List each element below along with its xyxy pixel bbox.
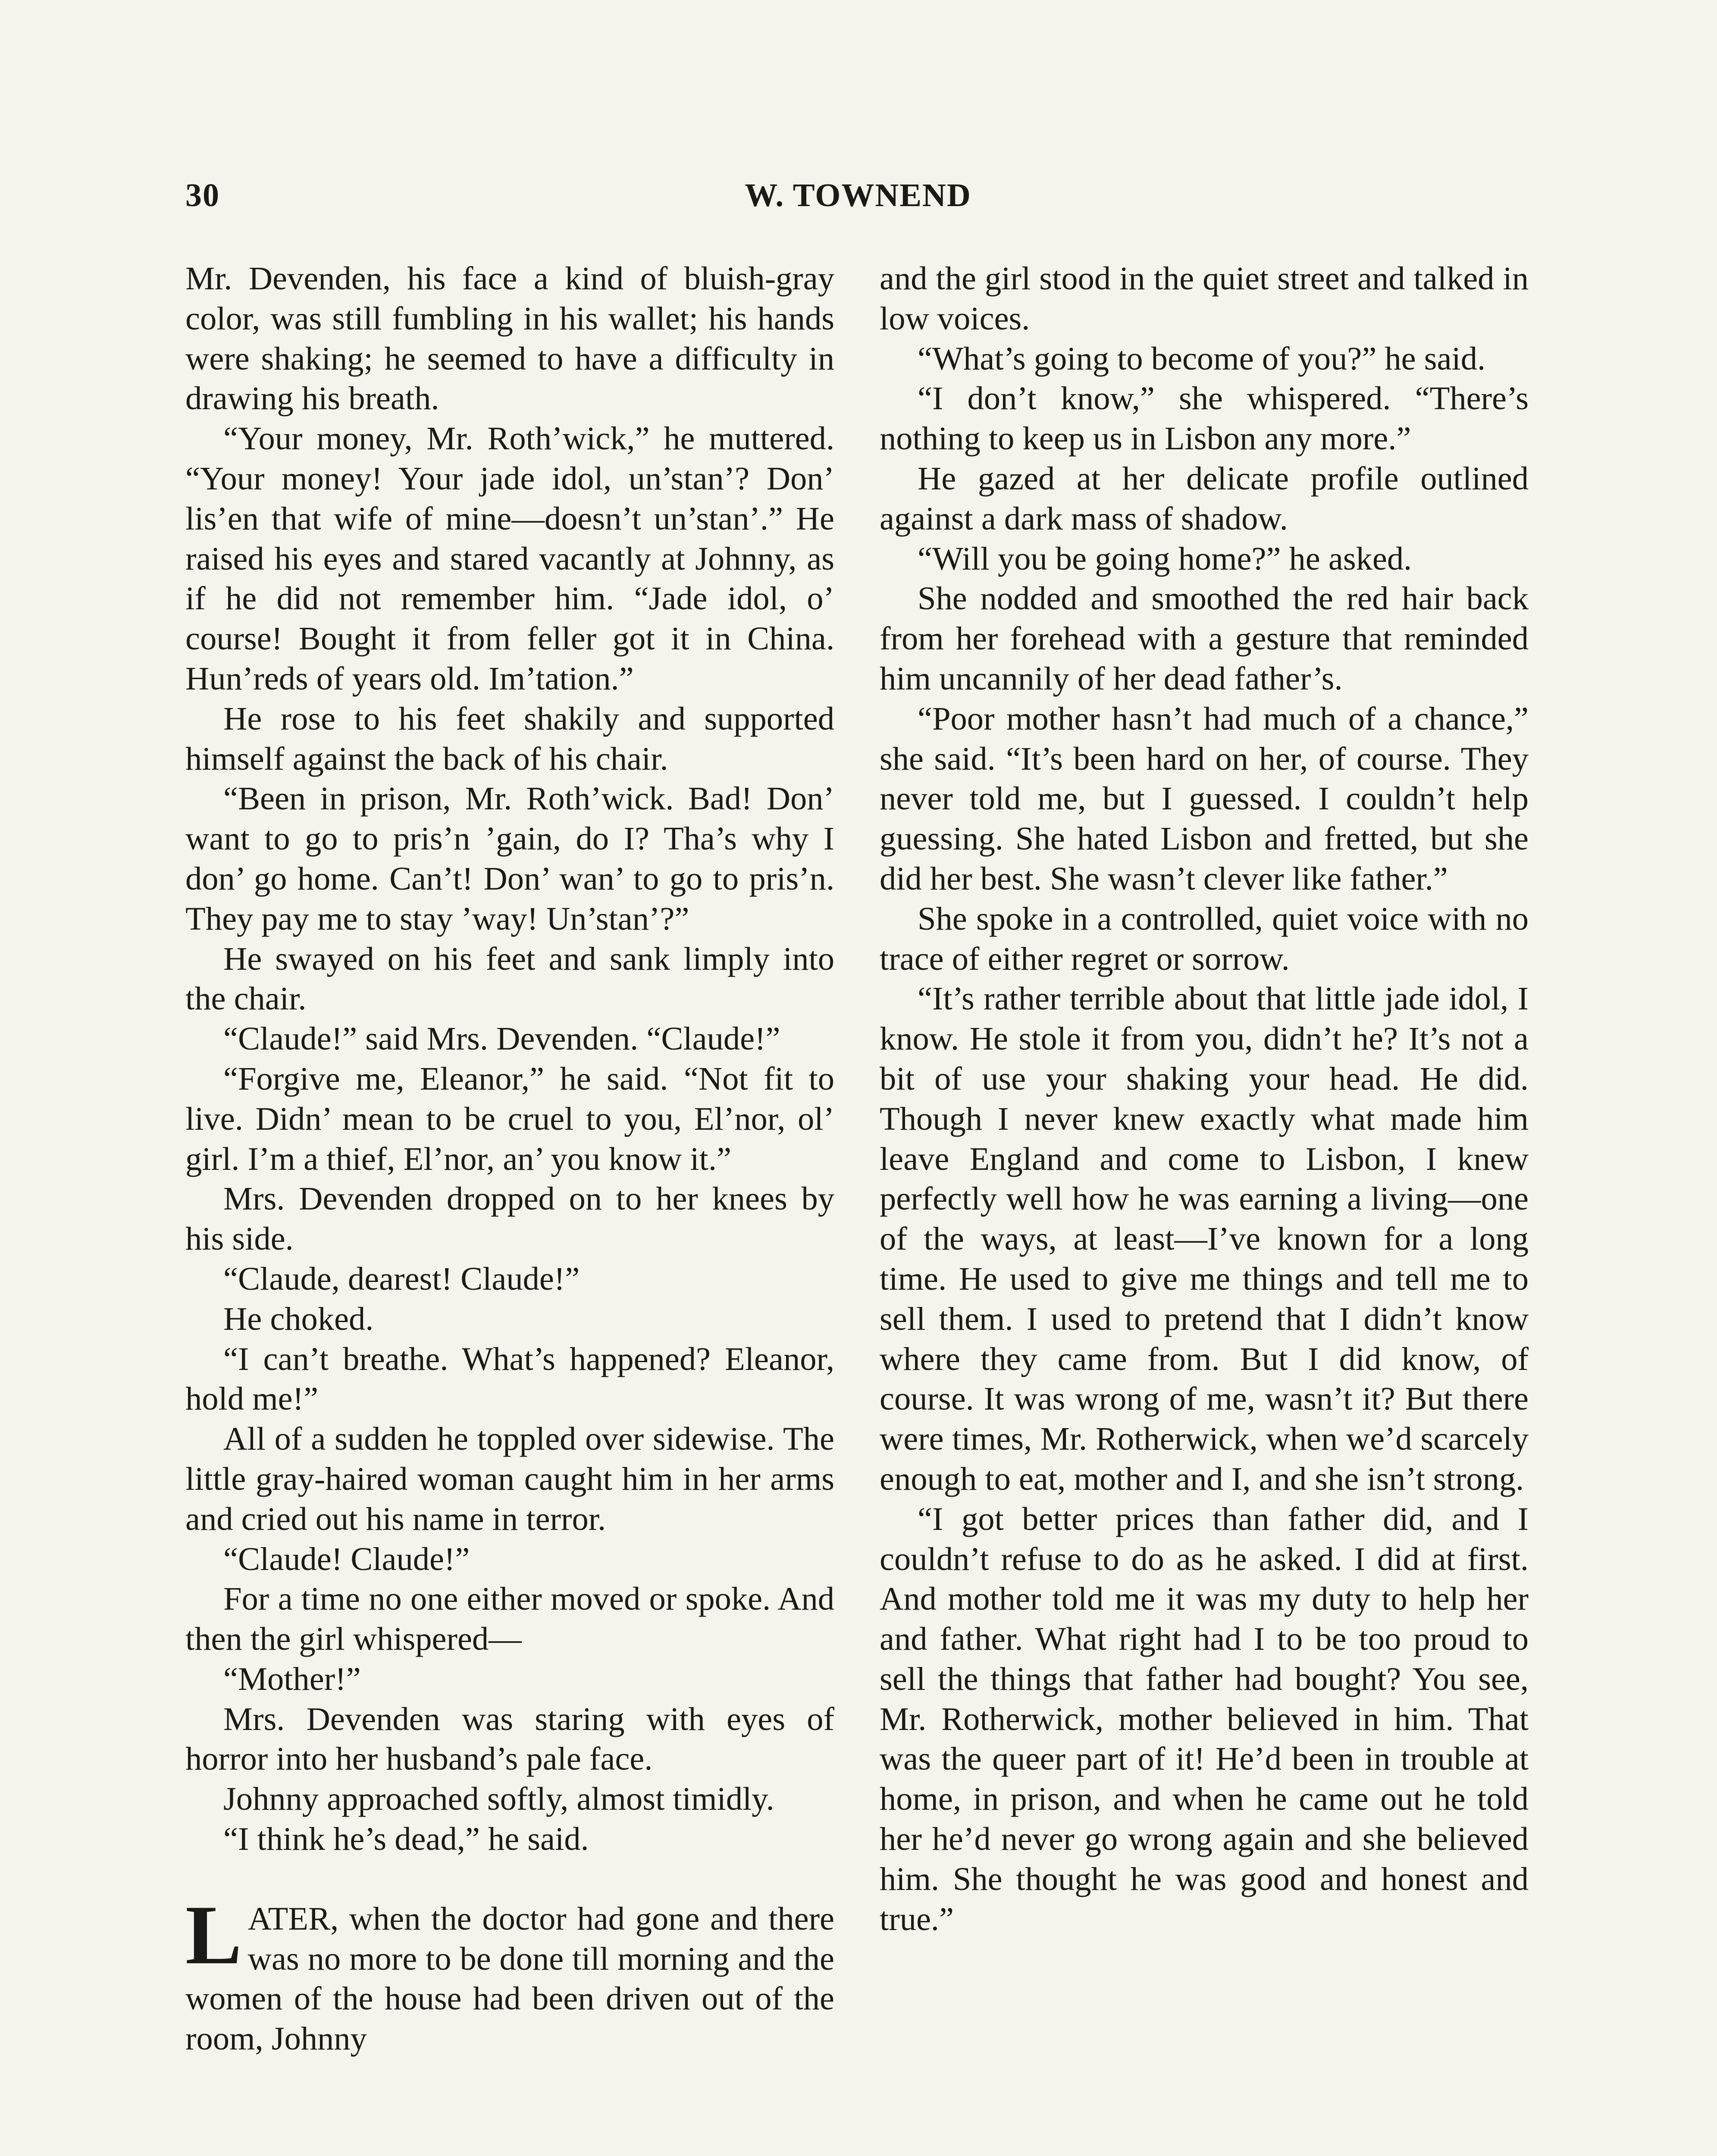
paragraph: Mr. Devenden, his face a kind of bluish-gray color, was still fumbling in his wallet; his hands were shaking; he seemed to have a difficulty in drawing his breath. xyxy=(185,260,834,417)
paragraph: “Your money, Mr. Roth’wick,” he muttered. “Your money! Your jade idol, un’stan’? Don’ lis’en that wife of mine—doesn’t un’stan’.” He raised his eyes and stared vacantly at Johnny, as if he did not remember him. “Jade idol, o’ course! Bought it from feller got it in China. Hun’reds of years old. Im’tation.” xyxy=(185,420,834,697)
paragraph: “Will you be going home?” he asked. xyxy=(918,540,1412,577)
paragraph: “I don’t know,” she whispered. “There’s nothing to keep us in Lisbon any more.” xyxy=(880,380,1529,457)
paragraph: “I can’t breathe. What’s happened? Eleanor, hold me!” xyxy=(185,1340,834,1417)
paragraph: He rose to his feet shakily and supported himself against the back of his chair. xyxy=(185,700,834,777)
paragraph: “Been in prison, Mr. Roth’wick. Bad! Don’ want to go to pris’n ’gain, do I? Tha’s why I don’ go home. Can’t! Don’ wan’ to go to pris’n. They pay me to stay ’way! Un’stan’?” xyxy=(185,780,834,937)
paragraph: Mrs. Devenden dropped on to her knees by his side. xyxy=(185,1180,834,1257)
section-text: when the doctor had gone and there was no more to be done till morning and the women of the house had been driven out of the room, Johnny xyxy=(185,1900,834,2057)
right-column xyxy=(880,259,1529,1939)
paragraph: She nodded and smoothed the red hair back from her forehead with a gesture that reminded him uncannily of her dead father’s. xyxy=(880,580,1529,697)
drop-cap: L xyxy=(185,1888,242,1982)
paragraph: He gazed at her delicate profile outlined against a dark mass of shadow. xyxy=(880,460,1529,537)
page-header xyxy=(185,177,1531,229)
page-number: 30 xyxy=(185,177,220,213)
paragraph: “Forgive me, Eleanor,” he said. “Not fit to live. Didn’ mean to be cruel to you, El’nor, ol’ girl. I’m a thief, El’nor, an’ you know it.” xyxy=(185,1060,834,1177)
paragraph: “It’s rather terrible about that little jade idol, I know. He stole it from you, didn’t he? It’s not a bit of use your shaking your head. He did. Though I never knew exactly what made him leave England and come to Lisbon, I knew perfectly well how he was earning a living—one of the ways, at least—I’ve known for a long time. He used to give me things and tell me to sell them. I used to pretend that I didn’t know where they came from. But I did know, of course. It was wrong of me, wasn’t it? But there were times, Mr. Rotherwick, when we’d scarcely enough to eat, mother and I, and she isn’t strong. xyxy=(880,980,1529,1497)
paragraph: “I got better prices than father did, and I couldn’t refuse to do as he asked. I did at first. And mother told me it was my duty to help her and father. What right had I to be too proud to sell the things that father had bought? You see, Mr. Rotherwick, mother believed in him. That was the queer part of it! He’d been in trouble at home, in prison, and when he came out he told her he’d never go wrong again and she believed him. She thought he was good and honest and true.” xyxy=(880,1500,1529,1937)
paragraph: “I think he’s dead,” he said. xyxy=(223,1821,589,1858)
paragraph: “Claude!” said Mrs. Devenden. “Claude!” xyxy=(223,1020,780,1057)
section-paragraph xyxy=(185,1888,834,2059)
paragraph: “Mother!” xyxy=(223,1660,361,1697)
left-column xyxy=(185,259,834,2059)
paragraph: Mrs. Devenden was staring with eyes of horror into her husband’s pale face. xyxy=(185,1700,834,1777)
paragraph: He swayed on his feet and sank limply into the chair. xyxy=(185,940,834,1017)
paragraph: “Poor mother hasn’t had much of a chance,” she said. “It’s been hard on her, of course. They never told me, but I guessed. I couldn’t help guessing. She hated Lisbon and fretted, but she did her best. She wasn’t clever like father.” xyxy=(880,700,1529,897)
section-gap xyxy=(185,1859,834,1899)
lead-in: ATER, xyxy=(248,1900,339,1937)
paragraph: She spoke in a controlled, quiet voice with no trace of either regret or sorrow. xyxy=(880,900,1529,977)
paragraph: All of a sudden he toppled over sidewise. The little gray-haired woman caught him in her arms and cried out his name in terror. xyxy=(185,1420,834,1537)
paragraph: “What’s going to become of you?” he said. xyxy=(918,340,1486,377)
running-head: W. TOWNEND xyxy=(745,177,971,213)
paragraph: and the girl stood in the quiet street and talked in low voices. xyxy=(880,260,1529,337)
paragraph: He choked. xyxy=(223,1300,374,1337)
paragraph: “Claude! Claude!” xyxy=(223,1540,470,1577)
paragraph: Johnny approached softly, almost timidly. xyxy=(223,1780,774,1818)
paragraph: “Claude, dearest! Claude!” xyxy=(223,1260,580,1297)
paragraph: For a time no one either moved or spoke. And then the girl whispered— xyxy=(185,1580,834,1658)
